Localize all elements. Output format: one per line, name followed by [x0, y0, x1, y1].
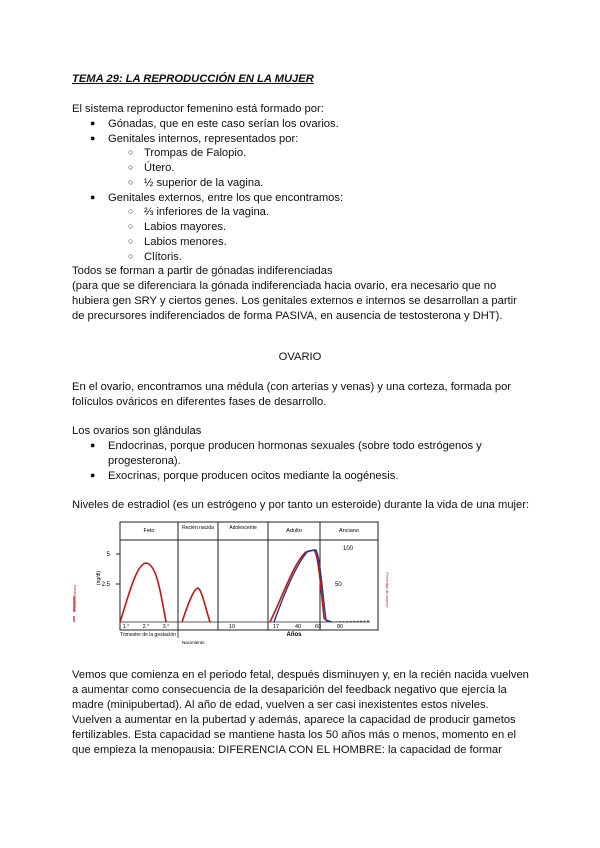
bullet-circle-icon: ○: [128, 206, 134, 216]
y-axis-label: (ng/dl): [96, 570, 102, 586]
sub-list-item: Trompas de Falopio.: [144, 147, 247, 159]
paragraph-line: Vemos que comienza en el periodo fetal, después disminuyen y, en la recién nacida vuelven: [72, 669, 529, 681]
x-annotation: Trimestre de la gestación: [120, 632, 176, 638]
sub-list-item: Labios mayores.: [144, 221, 227, 233]
right-tick-label: 50: [335, 582, 342, 588]
list-item: Exocrinas, porque producen ocitos mediante la oogénesis.: [108, 470, 399, 482]
stage-label: Adolescente: [229, 525, 257, 531]
intro-text: El sistema reproductor femenino está formado por:: [72, 103, 324, 115]
y-axis-side-label: Estradiol plasma: [73, 585, 77, 611]
list-item: Genitales internos, representados por:: [108, 133, 299, 145]
bullet-circle-icon: ○: [128, 177, 134, 187]
paragraph-line: Todos se forman a partir de gónadas indiferenciadas: [72, 265, 333, 277]
x-axis-label: Años: [286, 632, 302, 638]
bullet-circle-icon: ○: [128, 251, 134, 261]
x-annotation: Nacimiento: [182, 640, 205, 645]
paragraph-line: hubiera gen SRY y ciertos genes. Los genitales externos e internos se desarrollan a partir: [72, 295, 517, 307]
y-tick-label: 5: [106, 552, 110, 558]
bullet-dot-icon: ●: [90, 192, 96, 202]
sub-list-item: Útero.: [144, 162, 175, 174]
bullet-circle-icon: ○: [128, 162, 134, 172]
series-line-feto: [120, 563, 166, 622]
stage-label: Anciano: [339, 528, 359, 534]
page-title: TEMA 29: LA REPRODUCCIÓN EN LA MUJER: [72, 73, 314, 85]
x-tick-label: 2.°: [142, 624, 150, 630]
bullet-dot-icon: ●: [90, 118, 96, 128]
x-tick-label: 3.°: [162, 624, 170, 630]
right-tick-label: 100: [343, 546, 354, 552]
x-tick-label: 17: [272, 624, 280, 630]
sub-list-item: Labios menores.: [144, 236, 227, 248]
list-item: Gónadas, que en este caso serían los ovarios.: [108, 118, 339, 130]
right-axis-side-label: Porcentaje de mujeres: [385, 572, 389, 608]
bullet-circle-icon: ○: [128, 221, 134, 231]
paragraph-line: fertilizables. Esta capacidad se mantiene hasta los 50 años más o menos, momento en el: [72, 729, 517, 741]
paragraph-line: Vuelven a aumentar en la pubertad y además, aparece la capacidad de producir gametos: [72, 714, 516, 726]
section-heading: OVARIO: [278, 351, 322, 363]
x-tick-label: 40: [294, 624, 302, 630]
stage-label: Feto: [143, 528, 155, 534]
paragraph-line: (para que se diferenciara la gónada indiferenciada hacia ovario, era necesario que no: [72, 280, 497, 292]
paragraph-line: Los ovarios son glándulas: [72, 425, 202, 437]
x-tick-label: 80: [336, 624, 344, 630]
paragraph-line: folículos ováricos en diferentes fases de desarrollo.: [72, 396, 327, 408]
list-item-continuation: progesterona).: [108, 455, 181, 467]
paragraph-line: madre (minipubertad). Al año de edad, vuelven a ser casi inexistentes estos niveles.: [72, 699, 489, 711]
paragraph-line: que empieza la menopausia: DIFERENCIA CON EL HOMBRE: la capacidad de formar: [72, 744, 502, 756]
list-item: Genitales externos, entre los que encontramos:: [108, 192, 344, 204]
bullet-circle-icon: ○: [128, 147, 134, 157]
paragraph-line: Niveles de estradiol (es un estrógeno y por tanto un esteroide) durante la vida de una mujer:: [72, 499, 530, 511]
x-tick-label: 60: [314, 624, 322, 630]
bullet-dot-icon: ●: [90, 440, 96, 450]
sub-list-item: ½ superior de la vagina.: [144, 177, 264, 189]
bullet-dot-icon: ●: [90, 133, 96, 143]
y-tick-label: 2.5: [101, 582, 110, 588]
stage-label: Adulto: [286, 528, 302, 534]
chart-frame: [120, 522, 378, 630]
bullet-dot-icon: ●: [90, 470, 96, 480]
estradiol-chart: [70, 518, 390, 648]
stage-label: Recién nacida: [182, 525, 214, 531]
sub-list-item: ⅔ inferiores de la vagina.: [144, 206, 270, 218]
list-item: Endocrinas, porque producen hormonas sexuales (sobre todo estrógenos y: [108, 440, 482, 452]
x-tick-label: 10: [228, 624, 236, 630]
bullet-circle-icon: ○: [128, 236, 134, 246]
sub-list-item: Clítoris.: [144, 251, 182, 263]
paragraph-line: de precursores indiferenciados de forma PASIVA, en ausencia de testosterona y DHT).: [72, 310, 503, 322]
x-tick-label: 1.°: [122, 624, 130, 630]
series-line-recien-nacida: [182, 588, 210, 622]
paragraph-line: En el ovario, encontramos una médula (con arterias y venas) y una corteza, formada por: [72, 381, 512, 393]
paragraph-line: a aumentar como consecuencia de la desaparición del feedback negativo que ejercía la: [72, 684, 507, 696]
